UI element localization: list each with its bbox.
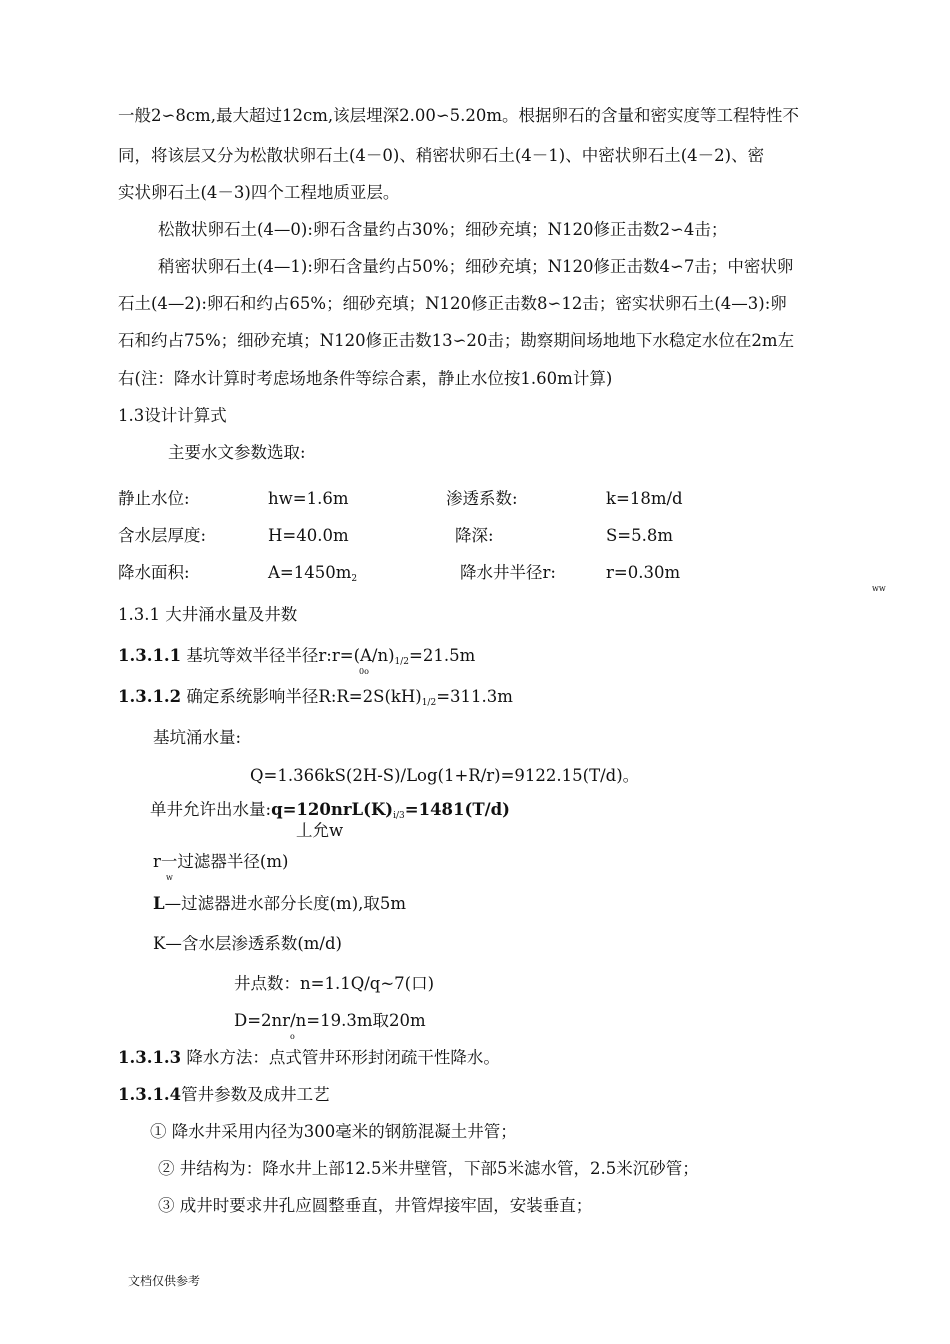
intro-line-1: 一般2∽8cm,最大超过12cm,该层埋深2.00∽5.20m。根据卵石的含量和密实度等工程特性不: [118, 106, 800, 125]
drawdown-label: 降深:: [455, 526, 494, 545]
radius-subscript-mark: 0o: [359, 667, 369, 676]
section-1-3-1-3: 1.3.1.3 降水方法：点式管井环形封闭疏干性降水。: [118, 1048, 500, 1067]
inflow-formula: Q=1.366kS(2H-S)/Log(1+R/r)=9122.15(T/d)。: [250, 766, 640, 785]
section-1-3-heading: 1.3设计计算式: [118, 406, 227, 425]
single-well-subscript: 丄允w: [296, 821, 344, 840]
permeability-value: k=18m/d: [606, 489, 683, 508]
section-1-3-1-2: 1.3.1.2 确定系统影响半径R:R=2S(kH)1/2=311.3m: [118, 687, 513, 708]
well-radius-value: r=0.30m: [606, 563, 681, 582]
intro-line-3: 实状卵石土(4－3)四个工程地质亚层。: [118, 183, 400, 202]
well-spacing-subscript: o: [290, 1032, 295, 1041]
single-well-yield: 单井允许出水量:q=120nrL(K)i/3=1481(T/d): [150, 800, 510, 821]
well-count-formula: 井点数：n=1.1Q/q~7(口): [234, 974, 435, 993]
reference-only-footer: 文档仅供参考: [128, 1274, 201, 1288]
params-heading: 主要水文参数选取:: [168, 443, 306, 462]
well-radius-subscript: ww: [872, 584, 886, 593]
dewatering-area-value: A=1450m2: [268, 563, 358, 584]
permeability-label: 渗透系数:: [446, 489, 518, 508]
section-1-3-1-1: 1.3.1.1 基坑等效半径半径r:r=(A/n)1/2=21.5m: [118, 646, 476, 667]
dense-line-2: 石土(4—2):卵石和约占65%；细砂充填；N120修正击数8∽12击；密实状卵石土(4—3):卵: [118, 294, 787, 313]
filter-length-definition: L—过滤器进水部分长度(m),取5m: [153, 894, 407, 913]
well-spacing-formula: D=2nr/n=19.3m取20m: [234, 1011, 426, 1030]
aquifer-thickness-value: H=40.0m: [268, 526, 349, 545]
well-spec-item-3: ③ 成井时要求井孔应圆整垂直，井管焊接牢固，安装垂直；: [158, 1196, 593, 1215]
well-spec-item-1: ① 降水井采用内径为300毫米的钢筋混凝土井管；: [150, 1122, 517, 1141]
section-1-3-1-4: 1.3.1.4管井参数及成井工艺: [118, 1085, 330, 1104]
dense-line-4: 右(注：降水计算时考虑场地条件等综合素，静止水位按1.60m计算): [118, 369, 613, 388]
intro-line-2: 同，将该层又分为松散状卵石土(4－0)、稍密状卵石土(4－1)、中密状卵石土(4－2)、密: [118, 146, 765, 165]
well-radius-label: 降水井半径r:: [460, 563, 556, 582]
static-level-label: 静止水位:: [118, 489, 190, 508]
drawdown-value: S=5.8m: [606, 526, 674, 545]
filter-radius-subscript: w: [166, 873, 173, 882]
aquifer-thickness-label: 含水层厚度:: [118, 526, 207, 545]
section-1-3-1-heading: 1.3.1 大井涌水量及井数: [118, 605, 298, 624]
permeability-definition: K—含水层渗透系数(m/d): [153, 934, 342, 953]
static-level-value: hw=1.6m: [268, 489, 349, 508]
filter-radius-definition: r一过滤器半径(m): [153, 852, 289, 871]
dense-line-1: 稍密状卵石土(4—1):卵石含量约占50%；细砂充填；N120修正击数4∽7击；中密状卵: [158, 257, 794, 276]
well-spec-item-2: ② 井结构为：降水井上部12.5米井壁管，下部5米滤水管，2.5米沉砂管；: [158, 1159, 699, 1178]
dewatering-area-label: 降水面积:: [118, 563, 190, 582]
loose-gravel-line: 松散状卵石土(4—0):卵石含量约占30%；细砂充填；N120修正击数2∽4击；: [158, 220, 728, 239]
dense-line-3: 石和约占75%；细砂充填；N120修正击数13∽20击；勘察期间场地地下水稳定水位在2m左: [118, 331, 795, 350]
inflow-label: 基坑涌水量:: [153, 728, 242, 747]
